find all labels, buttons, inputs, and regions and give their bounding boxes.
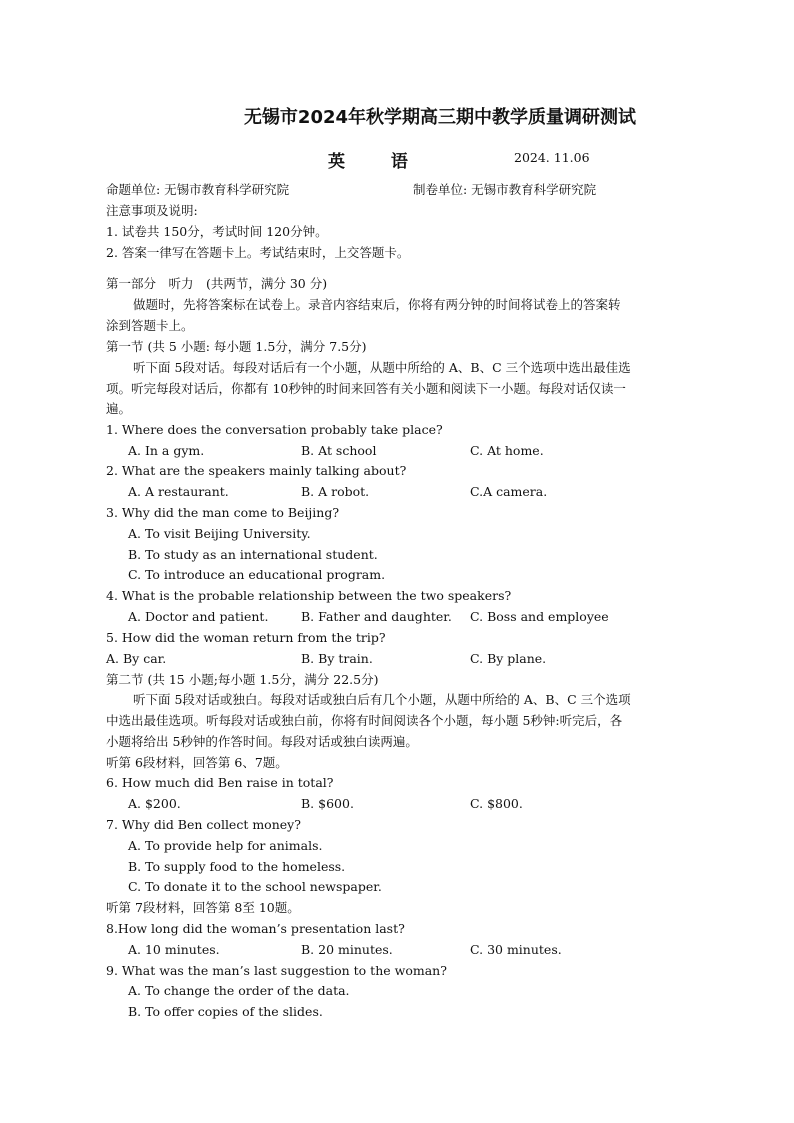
option-c: C. By plane. — [470, 651, 547, 666]
option-b: B. $600. — [301, 796, 354, 811]
part1-intro: 涂到答题卡上。 — [106, 318, 194, 333]
question-2: 2. What are the speakers mainly talking about? — [106, 463, 407, 478]
option-a: A. A restaurant. — [128, 484, 229, 499]
option-b: B. To study as an international student. — [128, 547, 378, 562]
maker-unit: 制卷单位: 无锡市教育科学研究院 — [413, 182, 597, 197]
option-b: B. A robot. — [301, 484, 370, 499]
section1-heading: 第一节 (共 5 小题: 每小题 1.5分，满分 7.5分) — [106, 339, 367, 354]
section2-intro: 小题将给出 5秒钟的作答时间。每段对话或独白读两遍。 — [106, 734, 418, 749]
option-b: B. 20 minutes. — [301, 942, 393, 957]
option-c: C. To donate it to the school newspaper. — [128, 879, 382, 894]
question-1: 1. Where does the conversation probably take place? — [106, 422, 443, 437]
exam-date: 2024. 11.06 — [514, 150, 590, 165]
section2-heading: 第二节 (共 15 小题;每小题 1.5分，满分 22.5分) — [106, 672, 379, 687]
exam-title: 无锡市2024年秋学期高三期中教学质量调研测试 — [243, 107, 637, 128]
question-9: 9. What was the man’s last suggestion to the woman? — [106, 963, 447, 978]
option-a: A. By car. — [106, 651, 167, 666]
subject-label: 英 语 — [328, 152, 428, 172]
option-c: C. To introduce an educational program. — [128, 567, 386, 582]
option-b: B. Father and daughter. — [301, 609, 452, 624]
option-a: A. Doctor and patient. — [128, 609, 269, 624]
section1-intro: 遍。 — [106, 401, 132, 416]
part1-heading: 第一部分 听力 (共两节，满分 30 分) — [106, 276, 328, 291]
note-item: 2. 答案一律写在答题卡上。考试结束时，上交答题卡。 — [106, 245, 410, 260]
section1-intro: 听下面 5段对话。每段对话后有一个小题，从题中所给的 A、B、C 三个选项中选出最佳选 — [133, 360, 631, 375]
option-c: C.A camera. — [470, 484, 548, 499]
option-a: A. To provide help for animals. — [128, 838, 323, 853]
note-item: 1. 试卷共 150分，考试时间 120分钟。 — [106, 224, 328, 239]
option-c: C. 30 minutes. — [470, 942, 562, 957]
question-7: 7. Why did Ben collect money? — [106, 817, 301, 832]
question-4: 4. What is the probable relationship between the two speakers? — [106, 588, 512, 603]
setter-unit: 命题单位: 无锡市教育科学研究院 — [106, 182, 290, 197]
question-5: 5. How did the woman return from the trip? — [106, 630, 386, 645]
notes-title: 注意事项及说明: — [106, 203, 198, 218]
option-a: A. To change the order of the data. — [128, 983, 350, 998]
option-c: C. $800. — [470, 796, 523, 811]
option-a: A. $200. — [128, 796, 181, 811]
section2-intro: 中选出最佳选项。听每段对话或独白前，你将有时间阅读各个小题，每小题 5秒钟:听完后，各 — [106, 713, 623, 728]
question-6: 6. How much did Ben raise in total? — [106, 775, 334, 790]
option-a: A. In a gym. — [128, 443, 205, 458]
material-6-note: 听第 6段材料，回答第 6、7题。 — [106, 755, 288, 770]
option-a: A. 10 minutes. — [128, 942, 220, 957]
option-b: B. At school — [301, 443, 377, 458]
option-b: B. To supply food to the homeless. — [128, 859, 346, 874]
question-8: 8.How long did the woman’s presentation last? — [106, 921, 405, 936]
option-c: C. Boss and employee — [470, 609, 609, 624]
option-b: B. To offer copies of the slides. — [128, 1004, 323, 1019]
option-c: C. At home. — [470, 443, 544, 458]
part1-intro: 做题时，先将答案标在试卷上。录音内容结束后，你将有两分钟的时间将试卷上的答案转 — [133, 297, 621, 312]
option-b: B. By train. — [301, 651, 373, 666]
material-7-note: 听第 7段材料，回答第 8至 10题。 — [106, 900, 300, 915]
question-3: 3. Why did the man come to Beijing? — [106, 505, 340, 520]
option-a: A. To visit Beijing University. — [128, 526, 311, 541]
section2-intro: 听下面 5段对话或独白。每段对话或独白后有几个小题，从题中所给的 A、B、C 三个选项 — [133, 692, 631, 707]
section1-intro: 项。听完每段对话后，你都有 10秒钟的时间来回答有关小题和阅读下一小题。每段对话仅读一 — [106, 381, 626, 396]
